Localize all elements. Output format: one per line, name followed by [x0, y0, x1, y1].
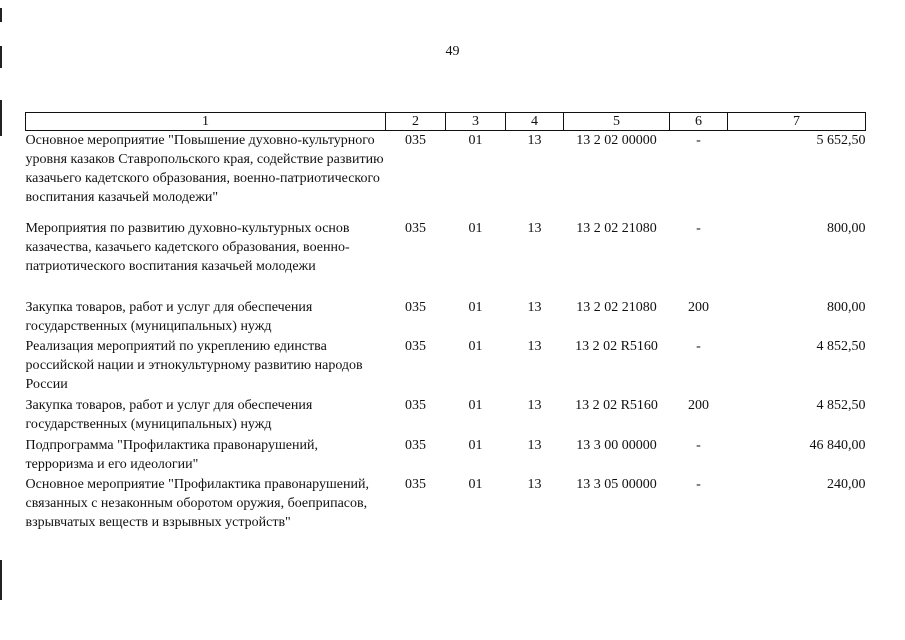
amount-value: 800,00: [827, 299, 866, 315]
target-article-code: 13 2 02 R5160: [575, 338, 658, 354]
ministry-code: 035: [405, 220, 426, 236]
amount-value: 4 852,50: [816, 397, 866, 413]
subsection-code: 13: [527, 133, 542, 148]
subsection-code: 13: [527, 338, 542, 354]
expense-type-code: -: [696, 133, 701, 148]
item-name: Закупка товаров, работ и услуг для обеспечения государственных (муниципальных) нужд: [25, 397, 313, 432]
scan-edge-mark: [0, 8, 2, 22]
column-header: 1: [26, 113, 386, 131]
column-header: 5: [564, 113, 670, 131]
amount-value: 46 840,00: [809, 437, 866, 453]
scan-edge-mark: [0, 100, 2, 136]
amount-value: 240,00: [827, 476, 866, 492]
target-article-code: 13 3 00 00000: [576, 437, 657, 453]
target-article-code: 13 3 05 00000: [576, 476, 657, 492]
item-name: Основное мероприятие "Повышение духовно-культурного уровня казаков Ставропольского края, содействие развитию казачьего кадетского образования, военно-патриотического воспитания казачьей молодежи": [25, 133, 384, 205]
table-row: [26, 219, 866, 298]
budget-table: [25, 112, 866, 553]
expense-type-code: 200: [688, 397, 709, 413]
amount-value: 4 852,50: [816, 338, 866, 354]
amount-value: 800,00: [827, 220, 866, 236]
ministry-code: 035: [405, 299, 426, 315]
item-name: Закупка товаров, работ и услуг для обеспечения государственных (муниципальных) нужд: [25, 299, 313, 334]
table-row: [26, 436, 866, 475]
target-article-code: 13 2 02 21080: [576, 220, 657, 236]
section-code: 01: [468, 220, 483, 236]
expense-type-code: -: [696, 220, 701, 236]
column-header: 3: [446, 113, 506, 131]
subsection-code: 13: [527, 476, 542, 492]
column-header: 7: [728, 113, 866, 131]
ministry-code: 035: [405, 397, 426, 413]
subsection-code: 13: [527, 397, 542, 413]
section-code: 01: [468, 476, 483, 492]
column-header: 4: [506, 113, 564, 131]
table-row: [26, 396, 866, 436]
section-code: 01: [468, 338, 483, 354]
target-article-code: 13 2 02 R5160: [575, 397, 658, 413]
item-name: Основное мероприятие "Профилактика правонарушений, связанных с незаконным оборотом оружия, боеприпасов, взрывчатых веществ и взрывных устройств": [25, 476, 369, 530]
subsection-code: 13: [527, 220, 542, 236]
table-row: [26, 475, 866, 553]
section-code: 01: [468, 437, 483, 453]
column-header: 6: [670, 113, 728, 131]
column-number-row: [26, 113, 866, 131]
item-name: Подпрограмма "Профилактика правонарушений, терроризма и его идеологии": [25, 437, 318, 472]
target-article-code: 13 2 02 00000: [576, 133, 657, 148]
expense-type-code: -: [696, 437, 701, 453]
item-name: Реализация мероприятий по укреплению единства российской нации и этнокультурному развитию народов России: [25, 338, 363, 392]
section-code: 01: [468, 397, 483, 413]
column-header: 2: [386, 113, 446, 131]
ministry-code: 035: [405, 476, 426, 492]
subsection-code: 13: [527, 299, 542, 315]
ministry-code: 035: [405, 437, 426, 453]
amount-value: 5 652,50: [816, 133, 866, 148]
section-code: 01: [468, 133, 483, 148]
scan-edge-mark: [0, 560, 2, 600]
ministry-code: 035: [405, 338, 426, 354]
subsection-code: 13: [527, 437, 542, 453]
target-article-code: 13 2 02 21080: [576, 299, 657, 315]
table-row: [26, 337, 866, 396]
table-row: [26, 298, 866, 337]
item-name: Мероприятия по развитию духовно-культурных основ казачества, казачьего кадетского образования, военно-патриотического воспитания казачьей молодежи: [25, 220, 350, 274]
ministry-code: 035: [405, 133, 426, 148]
section-code: 01: [468, 299, 483, 315]
expense-type-code: 200: [688, 299, 709, 315]
expense-type-code: -: [696, 338, 701, 354]
table-row: [26, 131, 866, 219]
expense-type-code: -: [696, 476, 701, 492]
page-number: 49: [445, 44, 460, 59]
